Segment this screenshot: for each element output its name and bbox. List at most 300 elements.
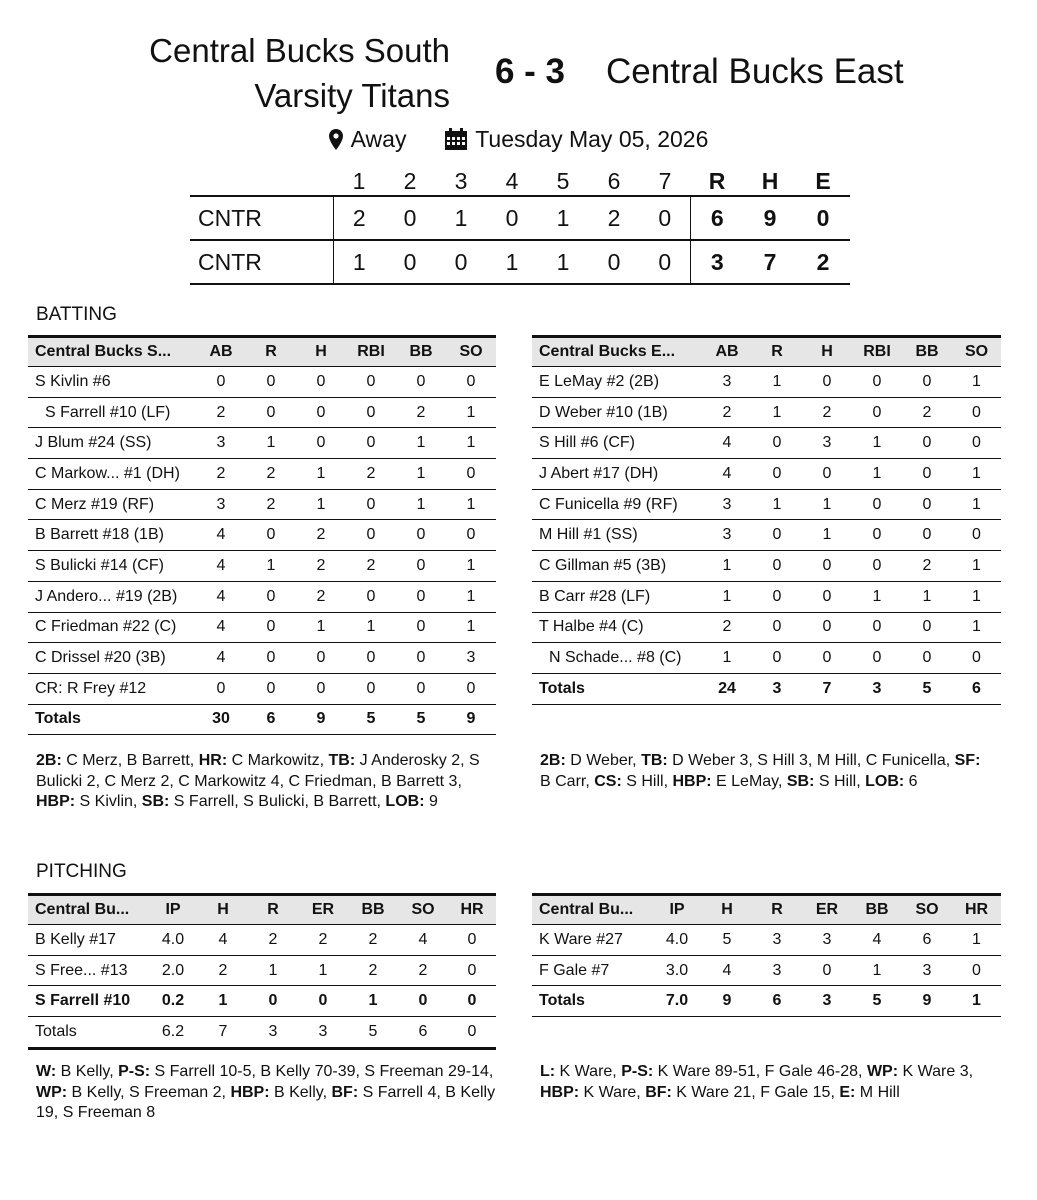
stat-value: 0 bbox=[802, 955, 852, 986]
player-name: S Free... #13 bbox=[28, 955, 148, 986]
note-key: WP: bbox=[36, 1083, 68, 1101]
note-value: K Ware, bbox=[555, 1063, 622, 1080]
player-name: C Friedman #22 (C) bbox=[28, 612, 196, 643]
stat-column-header: BB bbox=[396, 337, 446, 367]
note-value: K Ware 89-51, F Gale 46-28, bbox=[653, 1063, 867, 1080]
stat-value: 0 bbox=[246, 673, 296, 704]
inning-score: 1 bbox=[538, 196, 589, 240]
pitching-table-away bbox=[532, 893, 1001, 1017]
stat-value: 1 bbox=[248, 955, 298, 986]
totals-value: 6.2 bbox=[148, 1017, 198, 1049]
player-name: N Schade... #8 (C) bbox=[532, 643, 702, 674]
player-name: C Gillman #5 (3B) bbox=[532, 551, 702, 582]
batting-notes-home bbox=[36, 751, 486, 813]
player-name: F Gale #7 bbox=[532, 955, 652, 986]
note-value: K Ware 21, F Gale 15, bbox=[671, 1083, 840, 1101]
stat-value: 0 bbox=[396, 520, 446, 551]
totals-value: 6 bbox=[952, 673, 1001, 704]
note-key: SB: bbox=[141, 793, 170, 810]
stat-value: 0 bbox=[448, 986, 496, 1017]
stat-value: 4 bbox=[196, 612, 246, 643]
note-key: HBP: bbox=[540, 1083, 580, 1101]
stat-value: 0 bbox=[952, 397, 1001, 428]
stat-value: 3 bbox=[196, 489, 246, 520]
totals-value: 24 bbox=[702, 673, 752, 704]
stat-value: 0 bbox=[296, 397, 346, 428]
stat-value: 0 bbox=[852, 612, 902, 643]
stat-value: 4 bbox=[196, 551, 246, 582]
player-name: J Andero... #19 (2B) bbox=[28, 581, 196, 612]
home-team-name bbox=[60, 28, 450, 118]
linescore-header-row bbox=[190, 168, 850, 196]
batting-section-title: BATTING bbox=[36, 304, 117, 325]
totals-value: 0 bbox=[448, 1017, 496, 1049]
inning-score: 0 bbox=[385, 240, 436, 284]
stat-value: 0 bbox=[448, 925, 496, 956]
totals-row bbox=[532, 986, 1001, 1017]
home-team-line2: Varsity Titans bbox=[254, 77, 450, 114]
stat-value: 0 bbox=[246, 581, 296, 612]
team-column-header: Central Bu... bbox=[28, 895, 148, 925]
note-key: BF: bbox=[331, 1083, 359, 1101]
stat-value: 2 bbox=[198, 955, 248, 986]
player-row bbox=[28, 428, 496, 459]
note-key: TB: bbox=[641, 752, 668, 769]
stat-value: 3 bbox=[902, 955, 952, 986]
stat-value: 0 bbox=[802, 459, 852, 490]
stat-value: 4 bbox=[702, 459, 752, 490]
linescore-row-home bbox=[190, 196, 850, 240]
pitching-notes-away bbox=[540, 1062, 990, 1103]
stat-value: 0 bbox=[196, 673, 246, 704]
errors-header: E bbox=[815, 168, 831, 194]
stat-value: 3 bbox=[752, 925, 802, 956]
stat-value: 0 bbox=[446, 367, 496, 398]
totals-value: 3 bbox=[802, 986, 852, 1017]
stat-value: 0 bbox=[396, 581, 446, 612]
stat-value: 1 bbox=[952, 489, 1001, 520]
stat-column-header: H bbox=[802, 337, 852, 367]
stat-value: 2 bbox=[802, 397, 852, 428]
inning-score: 0 bbox=[640, 240, 691, 284]
stat-value: 0 bbox=[248, 986, 298, 1017]
stat-value: 0 bbox=[346, 581, 396, 612]
stat-value: 0 bbox=[852, 551, 902, 582]
stat-column-header: SO bbox=[446, 337, 496, 367]
note-key: P-S: bbox=[621, 1063, 654, 1080]
player-row bbox=[532, 367, 1001, 398]
totals-value: 3 bbox=[852, 673, 902, 704]
stat-value: 0 bbox=[902, 428, 952, 459]
stat-column-header: BB bbox=[852, 895, 902, 925]
player-row bbox=[532, 925, 1001, 956]
stat-value: 1 bbox=[348, 986, 398, 1017]
stat-value: 3 bbox=[446, 643, 496, 674]
stat-value: 1 bbox=[852, 428, 902, 459]
errors-total: 0 bbox=[797, 196, 850, 240]
stat-value: 0 bbox=[852, 520, 902, 551]
stat-value: 0 bbox=[196, 367, 246, 398]
note-value: C Merz, B Barrett, bbox=[61, 752, 199, 769]
stat-value: 2 bbox=[348, 955, 398, 986]
inning-score: 0 bbox=[640, 196, 691, 240]
stat-value: 0 bbox=[902, 459, 952, 490]
stat-column-header: H bbox=[198, 895, 248, 925]
inning-header: 4 bbox=[505, 168, 519, 194]
note-value: S Farrell 10-5, B Kelly 70-39, S Freeman 29-14, bbox=[150, 1063, 494, 1080]
stat-value: 4 bbox=[196, 520, 246, 551]
linescore-table bbox=[190, 168, 850, 285]
note-value: K Ware 3, bbox=[898, 1063, 974, 1080]
stat-column-header: SO bbox=[398, 895, 448, 925]
stat-value: 1 bbox=[298, 955, 348, 986]
player-row bbox=[28, 551, 496, 582]
stat-value: 0 bbox=[446, 520, 496, 551]
stat-value: 3 bbox=[802, 428, 852, 459]
note-value: J Anderosky 2, S Bulicki 2, C Merz 2, C Markowitz 4, C Friedman, B Barrett 3, bbox=[36, 752, 480, 790]
stat-value: 5 bbox=[702, 925, 752, 956]
team-column-header: Central Bucks E... bbox=[532, 337, 702, 367]
totals-value: 3 bbox=[298, 1017, 348, 1049]
note-key: P-S: bbox=[118, 1063, 151, 1080]
player-name: B Kelly #17 bbox=[28, 925, 148, 956]
stat-value: 1 bbox=[952, 925, 1001, 956]
stat-column-header: RBI bbox=[852, 337, 902, 367]
totals-value: 3 bbox=[248, 1017, 298, 1049]
stat-value: 4 bbox=[198, 925, 248, 956]
stat-value: 3 bbox=[702, 520, 752, 551]
stat-column-header: IP bbox=[148, 895, 198, 925]
note-value: S Farrell 4, B Kelly 19, S Freeman 8 bbox=[36, 1083, 496, 1121]
totals-value: 5 bbox=[346, 704, 396, 735]
stat-value: 0 bbox=[752, 551, 802, 582]
stat-value: 4.0 bbox=[652, 925, 702, 956]
player-row bbox=[532, 459, 1001, 490]
runs-total: 6 bbox=[691, 196, 744, 240]
note-key: CS: bbox=[594, 772, 622, 790]
stat-value: 1 bbox=[346, 612, 396, 643]
pitching-notes-home bbox=[36, 1062, 496, 1124]
stat-value: 1 bbox=[702, 581, 752, 612]
player-name: C Markow... #1 (DH) bbox=[28, 459, 196, 490]
stat-value: 1 bbox=[446, 581, 496, 612]
away-team-name: Central Bucks East bbox=[606, 52, 904, 91]
stat-value: 0 bbox=[396, 551, 446, 582]
stat-value: 0 bbox=[246, 643, 296, 674]
player-row bbox=[532, 428, 1001, 459]
player-name: S Bulicki #14 (CF) bbox=[28, 551, 196, 582]
totals-value: 5 bbox=[396, 704, 446, 735]
stat-value: 0 bbox=[246, 612, 296, 643]
totals-row bbox=[28, 704, 496, 735]
stat-value: 4 bbox=[196, 643, 246, 674]
player-row bbox=[28, 673, 496, 704]
stat-column-header: R bbox=[752, 337, 802, 367]
stat-value: 0 bbox=[396, 673, 446, 704]
note-key: 2B: bbox=[36, 752, 62, 769]
stat-value: 1 bbox=[396, 459, 446, 490]
stat-value: 0 bbox=[446, 459, 496, 490]
totals-value: 6 bbox=[752, 986, 802, 1017]
player-row bbox=[28, 459, 496, 490]
batting-table-away bbox=[532, 335, 1001, 705]
stat-value: 0 bbox=[346, 428, 396, 459]
player-row bbox=[532, 397, 1001, 428]
stat-value: 1 bbox=[396, 489, 446, 520]
table-header-row bbox=[532, 337, 1001, 367]
stat-value: 0 bbox=[902, 612, 952, 643]
team-abbrev: CNTR bbox=[190, 196, 334, 240]
table-header-row bbox=[532, 895, 1001, 925]
stat-value: 0 bbox=[802, 581, 852, 612]
stat-value: 0 bbox=[752, 459, 802, 490]
runs-total: 3 bbox=[691, 240, 744, 284]
stat-value: 0 bbox=[802, 367, 852, 398]
player-row bbox=[28, 520, 496, 551]
batting-table-home bbox=[28, 335, 496, 735]
player-name: CR: R Frey #12 bbox=[28, 673, 196, 704]
totals-value: 3 bbox=[752, 673, 802, 704]
totals-value: 30 bbox=[196, 704, 246, 735]
stat-value: 0 bbox=[752, 643, 802, 674]
stat-value: 4 bbox=[196, 581, 246, 612]
stat-value: 3.0 bbox=[652, 955, 702, 986]
stat-value: 0 bbox=[346, 367, 396, 398]
stat-value: 2 bbox=[348, 925, 398, 956]
stat-value: 0 bbox=[346, 520, 396, 551]
stat-value: 0 bbox=[852, 489, 902, 520]
totals-value: 9 bbox=[446, 704, 496, 735]
player-name: C Funicella #9 (RF) bbox=[532, 489, 702, 520]
stat-value: 0 bbox=[852, 367, 902, 398]
stat-column-header: RBI bbox=[346, 337, 396, 367]
note-key: SB: bbox=[786, 772, 815, 790]
stat-value: 1 bbox=[952, 459, 1001, 490]
linescore-row-away bbox=[190, 240, 850, 284]
stat-value: 0 bbox=[296, 367, 346, 398]
note-key: TB: bbox=[328, 752, 356, 769]
stat-value: 0 bbox=[902, 489, 952, 520]
stat-value: 0 bbox=[396, 643, 446, 674]
stat-value: 3 bbox=[196, 428, 246, 459]
note-key: LOB: bbox=[385, 793, 425, 810]
table-header-row bbox=[28, 337, 496, 367]
inning-score: 2 bbox=[334, 196, 385, 240]
stat-value: 2 bbox=[346, 459, 396, 490]
inning-score: 1 bbox=[436, 196, 487, 240]
stat-column-header: R bbox=[752, 895, 802, 925]
stat-value: 4 bbox=[702, 428, 752, 459]
player-name: C Drissel #20 (3B) bbox=[28, 643, 196, 674]
stat-value: 2 bbox=[246, 459, 296, 490]
stat-value: 1 bbox=[752, 397, 802, 428]
stat-column-header: BB bbox=[348, 895, 398, 925]
stat-value: 1 bbox=[702, 551, 752, 582]
stat-column-header: H bbox=[702, 895, 752, 925]
runs-header: R bbox=[708, 168, 726, 194]
stat-value: 4 bbox=[702, 955, 752, 986]
note-key: HBP: bbox=[230, 1083, 270, 1101]
inning-header: 7 bbox=[658, 168, 672, 194]
totals-value: 9 bbox=[296, 704, 346, 735]
stat-column-header: SO bbox=[952, 337, 1001, 367]
stat-column-header: AB bbox=[196, 337, 246, 367]
batting-notes-away bbox=[540, 751, 990, 792]
note-value: S Kivlin, bbox=[75, 793, 142, 810]
stat-value: 1 bbox=[446, 489, 496, 520]
stat-value: 1 bbox=[296, 612, 346, 643]
note-value: K Ware, bbox=[579, 1083, 646, 1101]
stat-value: 3 bbox=[802, 925, 852, 956]
stat-value: 1 bbox=[296, 489, 346, 520]
stat-column-header: HR bbox=[952, 895, 1001, 925]
team-abbrev: CNTR bbox=[190, 240, 334, 284]
player-name: E LeMay #2 (2B) bbox=[532, 367, 702, 398]
stat-value: 1 bbox=[852, 459, 902, 490]
player-name: S Kivlin #6 bbox=[28, 367, 196, 398]
stat-value: 2 bbox=[298, 925, 348, 956]
stat-value: 0 bbox=[398, 986, 448, 1017]
stat-value: 0 bbox=[396, 612, 446, 643]
stat-value: 0 bbox=[246, 520, 296, 551]
stat-value: 2 bbox=[346, 551, 396, 582]
stat-value: 1 bbox=[446, 551, 496, 582]
pitching-table-home bbox=[28, 893, 496, 1050]
totals-label: Totals bbox=[28, 704, 196, 735]
note-key: SF: bbox=[954, 752, 981, 769]
stat-value: 1 bbox=[198, 986, 248, 1017]
player-row bbox=[28, 581, 496, 612]
stat-column-header: IP bbox=[652, 895, 702, 925]
player-row bbox=[28, 367, 496, 398]
note-key: HR: bbox=[198, 752, 228, 769]
stat-value: 1 bbox=[446, 612, 496, 643]
stat-value: 0 bbox=[752, 428, 802, 459]
stat-value: 2.0 bbox=[148, 955, 198, 986]
note-value: B Kelly, bbox=[56, 1063, 119, 1080]
stat-value: 1 bbox=[802, 489, 852, 520]
stat-value: 0 bbox=[902, 520, 952, 551]
inning-header: 3 bbox=[454, 168, 468, 194]
stat-value: 0 bbox=[246, 367, 296, 398]
stat-value: 1 bbox=[952, 581, 1001, 612]
stat-value: 2 bbox=[396, 397, 446, 428]
note-value: S Hill, bbox=[814, 772, 866, 790]
home-team-line1: Central Bucks South bbox=[149, 32, 450, 69]
stat-value: 0 bbox=[752, 581, 802, 612]
stat-value: 0 bbox=[952, 643, 1001, 674]
stat-value: 0 bbox=[752, 612, 802, 643]
stat-value: 2 bbox=[902, 397, 952, 428]
inning-header: 5 bbox=[556, 168, 570, 194]
totals-value: 6 bbox=[398, 1017, 448, 1049]
player-name: J Blum #24 (SS) bbox=[28, 428, 196, 459]
hits-header: H bbox=[761, 168, 779, 194]
player-row bbox=[532, 520, 1001, 551]
note-value: D Weber, bbox=[565, 752, 642, 769]
team-column-header: Central Bucks S... bbox=[28, 337, 196, 367]
player-row bbox=[28, 925, 496, 956]
note-value: B Carr, bbox=[540, 772, 595, 790]
totals-value: 5 bbox=[852, 986, 902, 1017]
stat-value: 1 bbox=[852, 581, 902, 612]
note-value: 6 bbox=[904, 772, 918, 790]
stat-column-header: R bbox=[246, 337, 296, 367]
stat-value: 1 bbox=[902, 581, 952, 612]
stat-value: 1 bbox=[396, 428, 446, 459]
totals-value: 1 bbox=[952, 986, 1001, 1017]
totals-value: 7 bbox=[802, 673, 852, 704]
inning-score: 1 bbox=[487, 240, 538, 284]
totals-label: Totals bbox=[532, 986, 652, 1017]
team-column-header: Central Bu... bbox=[532, 895, 652, 925]
stat-column-header: ER bbox=[298, 895, 348, 925]
hits-total: 9 bbox=[744, 196, 797, 240]
totals-row bbox=[532, 673, 1001, 704]
totals-row bbox=[28, 1017, 496, 1049]
note-value: C Markowitz, bbox=[227, 752, 329, 769]
player-name: M Hill #1 (SS) bbox=[532, 520, 702, 551]
stat-value: 0 bbox=[448, 955, 496, 986]
note-value: D Weber 3, S Hill 3, M Hill, C Funicella, bbox=[667, 752, 955, 769]
game-date: Tuesday May 05, 2026 bbox=[475, 126, 709, 152]
player-name: J Abert #17 (DH) bbox=[532, 459, 702, 490]
stat-value: 0 bbox=[346, 643, 396, 674]
totals-value: 6 bbox=[246, 704, 296, 735]
note-key: BF: bbox=[645, 1083, 672, 1101]
stat-value: 3 bbox=[702, 489, 752, 520]
stat-column-header: BB bbox=[902, 337, 952, 367]
note-value: M Hill bbox=[855, 1083, 900, 1101]
stat-value: 0 bbox=[952, 428, 1001, 459]
totals-value: 9 bbox=[702, 986, 752, 1017]
stat-value: 2 bbox=[702, 612, 752, 643]
inning-header: 1 bbox=[352, 168, 366, 194]
inning-header: 2 bbox=[403, 168, 417, 194]
stat-value: 2 bbox=[196, 397, 246, 428]
stat-value: 1 bbox=[446, 397, 496, 428]
calendar-icon bbox=[445, 128, 467, 156]
hits-total: 7 bbox=[744, 240, 797, 284]
note-value: B Kelly, bbox=[269, 1083, 332, 1101]
stat-value: 0 bbox=[296, 673, 346, 704]
note-value: S Hill, bbox=[621, 772, 673, 790]
note-value: 9 bbox=[424, 793, 438, 810]
player-name: S Farrell #10 (LF) bbox=[28, 397, 196, 428]
stat-value: 0 bbox=[246, 397, 296, 428]
stat-value: 3 bbox=[702, 367, 752, 398]
location-label: Away bbox=[350, 126, 407, 152]
totals-value: 7.0 bbox=[652, 986, 702, 1017]
inning-score: 0 bbox=[589, 240, 640, 284]
stat-value: 1 bbox=[246, 551, 296, 582]
stat-value: 2 bbox=[702, 397, 752, 428]
player-row bbox=[532, 489, 1001, 520]
totals-value: 5 bbox=[348, 1017, 398, 1049]
stat-value: 0 bbox=[802, 612, 852, 643]
player-row bbox=[532, 551, 1001, 582]
player-row bbox=[28, 397, 496, 428]
stat-value: 2 bbox=[902, 551, 952, 582]
stat-value: 2 bbox=[296, 520, 346, 551]
stat-value: 4.0 bbox=[148, 925, 198, 956]
note-key: L: bbox=[540, 1063, 556, 1080]
map-pin-icon bbox=[329, 129, 343, 156]
game-meta bbox=[0, 126, 1037, 156]
player-row bbox=[532, 581, 1001, 612]
table-header-row bbox=[28, 895, 496, 925]
inning-score: 1 bbox=[334, 240, 385, 284]
